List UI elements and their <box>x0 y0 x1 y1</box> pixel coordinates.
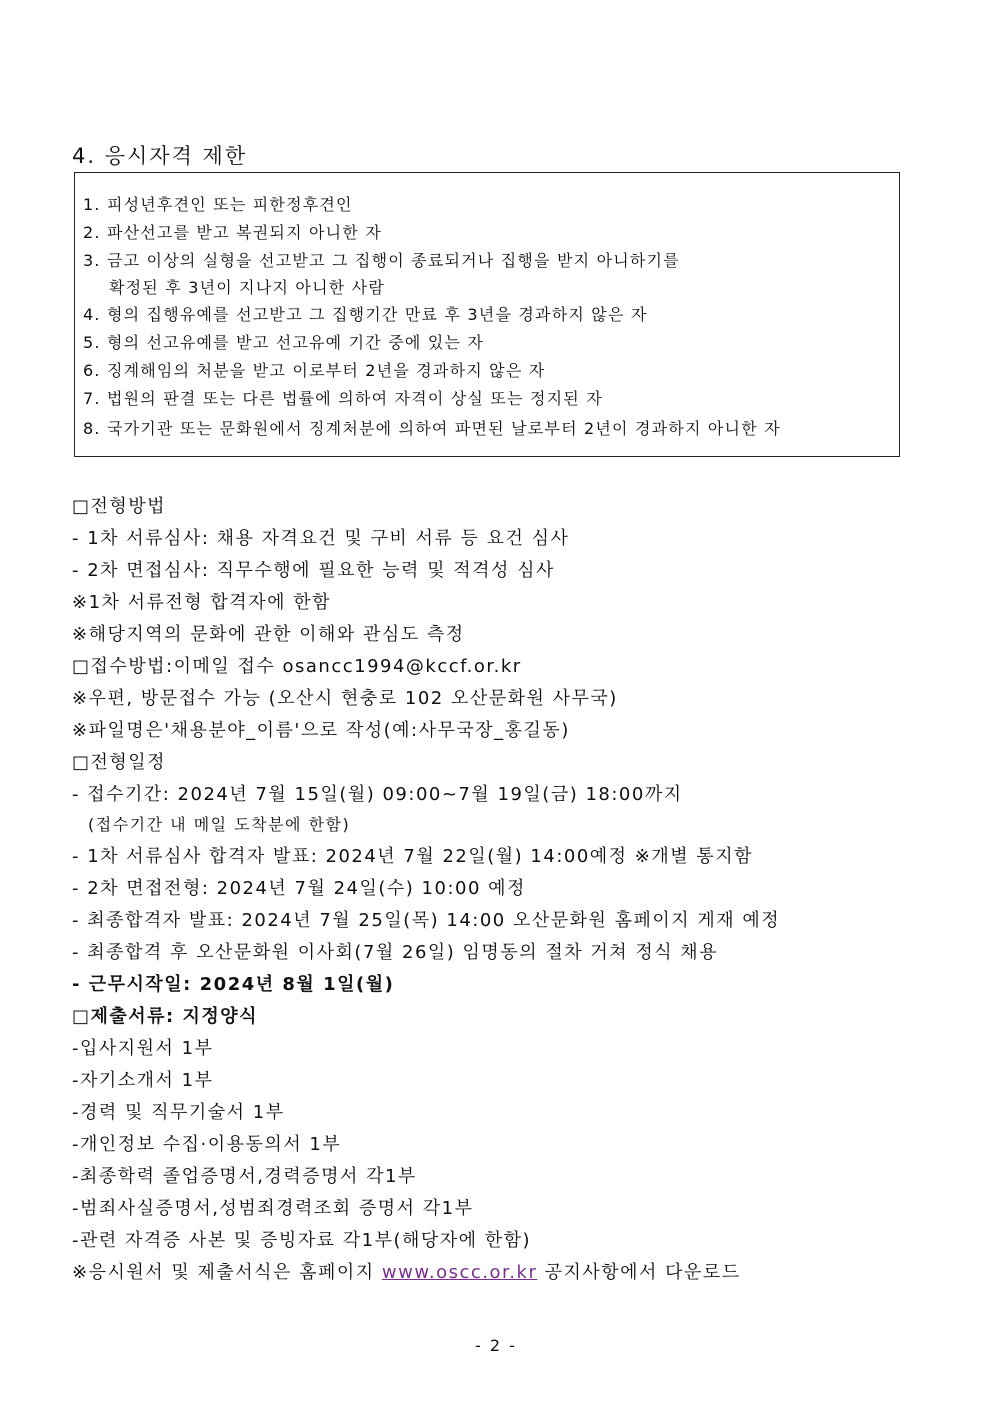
document-item: -범죄사실증명서,성범죄경력조회 증명서 각1부 <box>72 1198 474 1219</box>
schedule-item: - 접수기간: 2024년 7월 15일(월) 09:00~7월 19일(금) 18:00까지 <box>72 784 683 805</box>
schedule-item: - 최종합격 후 오산문화원 이사회(7월 26일) 임명동의 절차 거쳐 정식 채용 <box>72 942 719 963</box>
document-item: -최종학력 졸업증명서,경력증명서 각1부 <box>72 1166 417 1187</box>
schedule-item-note: (접수기간 내 메일 도착분에 한함) <box>88 815 351 834</box>
restriction-item: 5. 형의 선고유예를 받고 선고유예 기간 중에 있는 자 <box>83 333 485 352</box>
restriction-item: 6. 징계해임의 처분을 받고 이로부터 2년을 경과하지 않은 자 <box>83 361 546 380</box>
document-item: -관련 자격증 사본 및 증빙자료 각1부(해당자에 한함) <box>72 1230 532 1251</box>
restriction-item: 8. 국가기관 또는 문화원에서 징계처분에 의하여 파면된 날로부터 2년이 경과하지 아니한 자 <box>83 419 781 438</box>
selection-method-note: ※해당지역의 문화에 관한 이해와 관심도 측정 <box>72 624 465 645</box>
document-item: -자기소개서 1부 <box>72 1070 214 1091</box>
document-item: -개인정보 수집·이용동의서 1부 <box>72 1134 342 1155</box>
selection-method-item: - 1차 서류심사: 채용 자격요건 및 구비 서류 등 요건 심사 <box>72 528 570 549</box>
application-method-note: ※파일명은'채용분야_이름'으로 작성(예:사무국장_홍길동) <box>72 720 570 741</box>
restriction-item: 3. 금고 이상의 실형을 선고받고 그 집행이 종료되거나 집행을 받지 아니하기를 <box>83 251 680 270</box>
homepage-link[interactable]: www.oscc.or.kr <box>381 1262 538 1283</box>
selection-method-heading: □전형방법 <box>72 496 167 517</box>
document-item: -경력 및 직무기술서 1부 <box>72 1102 285 1123</box>
download-note-suffix: 공지사항에서 다운로드 <box>537 1262 741 1283</box>
restriction-item: 7. 법원의 판결 또는 다른 법률에 의하여 자격이 상실 또는 정지된 자 <box>83 389 603 408</box>
schedule-heading: □전형일정 <box>72 752 167 773</box>
restrictions-box <box>74 172 900 457</box>
selection-method-item: - 2차 면접심사: 직무수행에 필요한 능력 및 적격성 심사 <box>72 560 555 581</box>
document-item: -입사지원서 1부 <box>72 1038 214 1059</box>
section-title: 4. 응시자격 제한 <box>72 144 248 168</box>
selection-method-note: ※1차 서류전형 합격자에 한함 <box>72 592 331 613</box>
schedule-item: - 1차 서류심사 합격자 발표: 2024년 7월 22일(월) 14:00예정 ※개별 통지함 <box>72 846 754 867</box>
download-note <box>72 1258 741 1284</box>
restriction-item: 4. 형의 집행유예를 선고받고 그 집행기간 만료 후 3년을 경과하지 않은 자 <box>83 305 648 324</box>
page-number: - 2 - <box>475 1336 517 1355</box>
download-note-prefix: ※응시원서 및 제출서식은 홈페이지 <box>72 1262 382 1283</box>
schedule-item: - 최종합격자 발표: 2024년 7월 25일(목) 14:00 오산문화원 홈페이지 게재 예정 <box>72 910 781 931</box>
restriction-item: 2. 파산선고를 받고 복권되지 아니한 자 <box>83 223 382 242</box>
restriction-item-continuation: 확정된 후 3년이 지나지 아니한 사람 <box>109 278 385 297</box>
restriction-item: 1. 피성년후견인 또는 피한정후견인 <box>83 195 353 214</box>
application-method-heading: □접수방법:이메일 접수 osancc1994@kccf.or.kr <box>72 656 522 677</box>
schedule-item: - 2차 면접전형: 2024년 7월 24일(수) 10:00 예정 <box>72 878 526 899</box>
schedule-item-start-date: - 근무시작일: 2024년 8월 1일(월) <box>72 974 395 995</box>
application-method-note: ※우편, 방문접수 가능 (오산시 현충로 102 오산문화원 사무국) <box>72 688 618 709</box>
documents-heading: □제출서류: 지정양식 <box>72 1006 259 1027</box>
